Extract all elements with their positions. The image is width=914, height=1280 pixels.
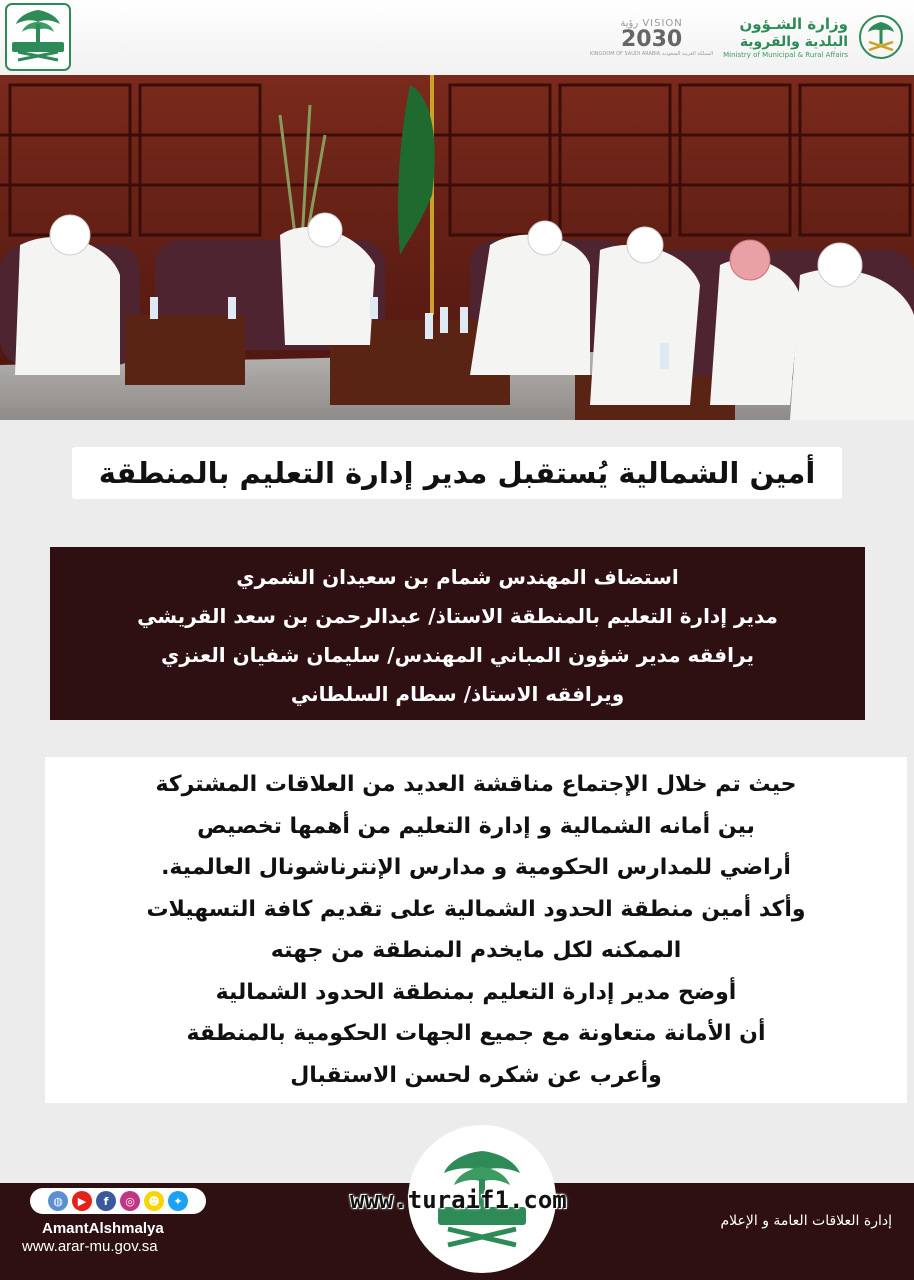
watermark: www.turaif1.com <box>350 1186 567 1214</box>
intro-box <box>50 547 865 720</box>
social-handle: AmantAlshmalya <box>42 1220 164 1237</box>
body-line: وأعرب عن شكره لحسن الاستقبال <box>290 1062 662 1088</box>
saudi-emblem-icon <box>858 14 904 60</box>
instagram-icon[interactable]: ◎ <box>120 1191 140 1211</box>
amanah-emblem-icon <box>4 2 72 72</box>
web-icon[interactable]: ◍ <box>48 1191 68 1211</box>
intro-line: يرافقه مدير شؤون المباني المهندس/ سليمان شفيان العنزي <box>161 643 754 667</box>
body-line: أراضي للمدارس الحكومية و مدارس الإنترناشونال العالمية. <box>161 855 791 880</box>
body-line: وأكد أمين منطقة الحدود الشمالية على تقديم كافة التسهيلات <box>146 896 806 922</box>
vision-2030-logo <box>590 18 713 57</box>
website-link[interactable]: www.arar-mu.gov.sa <box>22 1238 158 1255</box>
meeting-photo <box>0 75 914 420</box>
department-name: إدارة العلاقات العامة و الإعلام <box>720 1213 892 1229</box>
body-line: أوضح مدير إدارة التعليم بمنطقة الحدود الشمالية <box>215 979 737 1005</box>
body-box <box>45 757 907 1103</box>
header-bar <box>0 0 914 75</box>
facebook-icon[interactable]: f <box>96 1191 116 1211</box>
ministry-logo <box>590 6 904 68</box>
twitter-icon[interactable]: ✦ <box>168 1191 188 1211</box>
ministry-name-line2: البلدية والقروية <box>739 34 848 50</box>
body-line: الممكنه لكل مايخدم المنطقة من جهته <box>270 938 682 963</box>
body-line: أن الأمانة متعاونة مع جميع الجهات الحكومية بالمنطقة <box>186 1021 766 1046</box>
ministry-name-en: Ministry of Municipal & Rural Affairs <box>723 51 848 59</box>
body-line: حيث تم خلال الإجتماع مناقشة العديد من العلاقات المشتركة <box>155 772 797 797</box>
youtube-icon[interactable]: ▶ <box>72 1191 92 1211</box>
intro-line: ويرافقه الاستاذ/ سطام السلطاني <box>290 682 625 706</box>
social-icons-bar <box>30 1188 206 1214</box>
ministry-name-line1: وزارة الشـؤون <box>739 15 848 33</box>
intro-line: مدير إدارة التعليم بالمنطقة الاستاذ/ عبدالرحمن بن سعد القريشي <box>137 604 778 628</box>
intro-line: استضاف المهندس شمام بن سعيدان الشمري <box>236 565 679 589</box>
vision-sub: المملكة العربية السعودية KINGDOM OF SAUDI ARABIA <box>590 50 714 57</box>
vision-label: VISION رؤية <box>620 17 683 29</box>
body-line: بين أمانه الشمالية و إدارة التعليم من أهمها تخصيص <box>197 813 755 839</box>
vision-year: 2030 <box>620 26 683 52</box>
snapchat-icon[interactable]: ☻ <box>144 1191 164 1211</box>
headline: أمين الشمالية يُستقبل مدير إدارة التعليم بالمنطقة <box>72 447 842 499</box>
